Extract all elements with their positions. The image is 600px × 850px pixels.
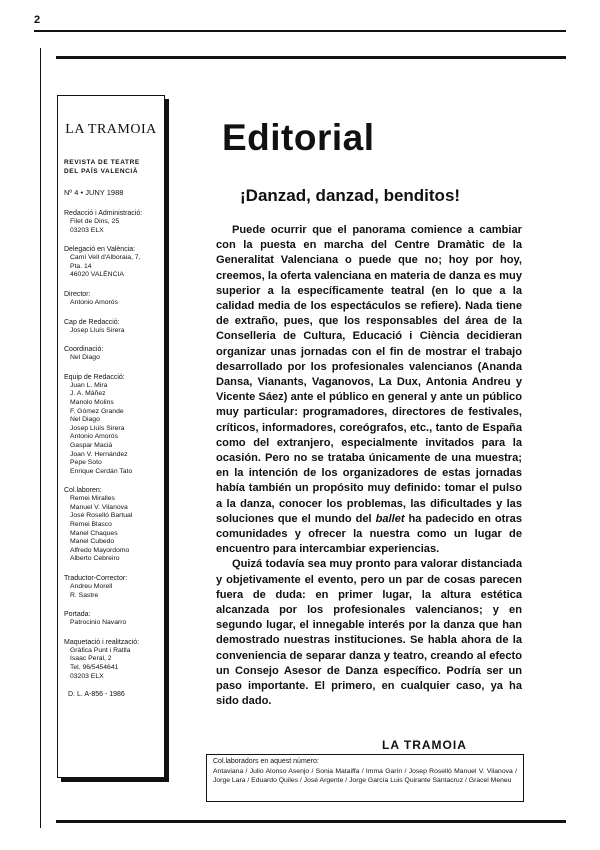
section-line: Antonio Amorós xyxy=(70,433,118,441)
section-label: Maquetació i realització: xyxy=(64,638,140,646)
section-label: Equip de Redacció: xyxy=(64,373,125,381)
header-rule xyxy=(56,56,566,59)
section-line: Manolo Molins xyxy=(70,398,114,406)
section-line: Josep Lluís Sirera xyxy=(70,326,125,334)
masthead-section xyxy=(64,245,158,280)
section-line: Tel. 96/5454641 xyxy=(70,664,119,671)
section-line: Remei Miralles xyxy=(70,495,115,503)
editorial-headline: ¡Danzad, danzad, benditos! xyxy=(240,186,461,205)
masthead-section xyxy=(64,638,158,681)
section-line: Manel Cubedo xyxy=(70,538,115,546)
masthead-section xyxy=(64,345,158,363)
editorial-paragraph xyxy=(216,223,522,557)
section-line: Joan V. Hernández xyxy=(70,450,128,458)
section-line: 46020 VALÈNCIA xyxy=(70,271,124,279)
section-line: 03203 ELX xyxy=(70,672,104,680)
editorial-body xyxy=(216,223,522,710)
section-line: Patrocinio Navarro xyxy=(70,619,127,627)
paragraph-text: Puede ocurrir que el panorama comience a cambiar con la puesta en marcha del Centre Dramàtic de la Generalitat Valenciana o puede que no; hoy por hoy, creemos, la oferta valenciana en materia de danza es muy superior a la específicamente teatral (en lo que a la calidad media de los espectáculos se refiere). Nada tiene de extraño, pues, que los responsables del área de la Conselleria de Cultura, Educació i Ciència decidieran organizar unas jornadas con el fin de mostrar el trabajo desarrollado por los profesionales valencianos (Ananda Dansa, Vianants, Vaganovos, La Dux, Antonia Andreu y Vicente Sáez) ante el público en general y ante un público muy particular: programadores, directores de festivales, críticos, informadores, coreógrafos, etc., tanto de España como del extranjero, especialmente invitados para la ocasión. Pero no se trataba únicamente de una muestra; en la intención de los organizadores de estas jornadas había también un propósito muy definido: tomar el pulso a la danza, conocer los problemas, las dificultades y las soluciones que el mundo del xyxy=(216,224,522,525)
masthead-section xyxy=(64,290,158,308)
section-line: Juan L. Mira xyxy=(70,381,108,389)
section-line: Antonio Amorós xyxy=(70,298,118,306)
section-label: Redacció i Administració: xyxy=(64,210,143,217)
section-line: Pta. 14 xyxy=(70,262,92,270)
collaborators-title: Col.laboradors en aquest número: xyxy=(213,758,319,765)
collaborators-box xyxy=(206,754,524,802)
section-label: Cap de Redacció: xyxy=(64,318,120,326)
section-label: Col.laboren: xyxy=(64,487,102,495)
masthead-section xyxy=(64,610,158,628)
left-frame-line xyxy=(40,48,41,828)
masthead-section xyxy=(64,574,158,600)
masthead-brand: LA TRAMOIA xyxy=(65,122,157,137)
masthead-section xyxy=(64,486,158,564)
ballet-italic: ballet xyxy=(375,512,405,525)
section-line: Alberto Cebreiro xyxy=(70,555,120,563)
section-label: Director: xyxy=(64,290,91,298)
section-line: Nel Diago xyxy=(70,354,100,362)
masthead-section xyxy=(64,209,158,235)
section-line: Manel Chaques xyxy=(70,529,118,537)
section-label: Portada: xyxy=(64,611,91,619)
section-line: Manuel V. Vilanova xyxy=(70,503,128,511)
footer-rule xyxy=(56,820,566,823)
section-line: Gràfica Punt i Ratlla xyxy=(70,646,131,654)
section-line: Pepe Soto xyxy=(70,459,102,467)
masthead-subtitle xyxy=(64,158,158,176)
section-line: José Roselló Bartual xyxy=(70,512,133,520)
issue-info: Nº 4 • JUNY 1988 xyxy=(64,188,124,197)
section-line: R. Sastre xyxy=(70,591,99,599)
section-line: Andreu Morell xyxy=(70,583,113,591)
section-line: Josep Lluís Sirera xyxy=(70,424,125,432)
legal-deposit: D. L. A-856 - 1986 xyxy=(68,691,125,699)
section-line: Nel Diago xyxy=(70,416,100,424)
section-line: Remei Blasco xyxy=(70,521,112,529)
subtitle-line: REVISTA DE TEATRE xyxy=(64,159,140,166)
collaborators-names: Antaviana / Julio Alonso Asenjo / Sonia Mataiffa / Imma Garín / Josep Roselló Manuel V. Vilanova / Jorge Lara / Eduardo Quiles / José Argente / Jorge García Luis Quirante Santacruz / Gracel Meneu xyxy=(213,768,517,784)
page-number: 2 xyxy=(34,14,41,26)
section-line: Enrique Cerdán Tato xyxy=(70,467,133,475)
masthead-section xyxy=(64,318,158,336)
section-line: Camí Vell d'Alboraia, 7, xyxy=(70,254,141,262)
editorial-paragraph: Quizá todavía sea muy pronto para valorar distanciada y objetivamente el evento, pero un par de cosas parecen fuera de duda: en primer lugar, la altura estética alcanzada por los profesionales valencianos; y en segundo lugar, el innegable interés por la danza que han demostrado nuestras instituciones. Se habla ahora de la conveniencia de separar danza y teatro, creando al efecto un Consejo Asesor de Danza específico. Podría ser un paso importante. El primero, en cualquier caso, ya ha sido dado. xyxy=(216,558,522,708)
paragraph-text: ha padecido en otras comunidades y ofrecer la nuestra como un lugar de encuentro para intercambiar experiencias. xyxy=(216,512,522,556)
section-line: F. Gómez Grande xyxy=(70,407,124,415)
masthead-box xyxy=(57,95,165,778)
section-line: Alfredo Mayordomo xyxy=(70,546,130,554)
editorial-signature: LA TRAMOIA xyxy=(382,738,467,752)
section-line: Isaac Peral, 2 xyxy=(70,655,112,663)
editorial-title: Editorial xyxy=(222,117,375,158)
subtitle-line: DEL PAÍS VALENCIÀ xyxy=(64,168,139,175)
section-label: Traductor-Corrector: xyxy=(64,575,128,583)
masthead-section xyxy=(64,373,158,477)
section-label: Coordinació: xyxy=(64,346,104,354)
top-rule xyxy=(34,30,566,32)
section-line: Filet de Dins, 25 xyxy=(70,218,120,225)
masthead-sections xyxy=(64,209,158,681)
section-line: 03203 ELX xyxy=(70,226,104,234)
section-line: J. A. Máñez xyxy=(70,390,106,398)
section-line: Gaspar Maciá xyxy=(70,441,113,449)
section-label: Delegació en València: xyxy=(64,246,136,254)
